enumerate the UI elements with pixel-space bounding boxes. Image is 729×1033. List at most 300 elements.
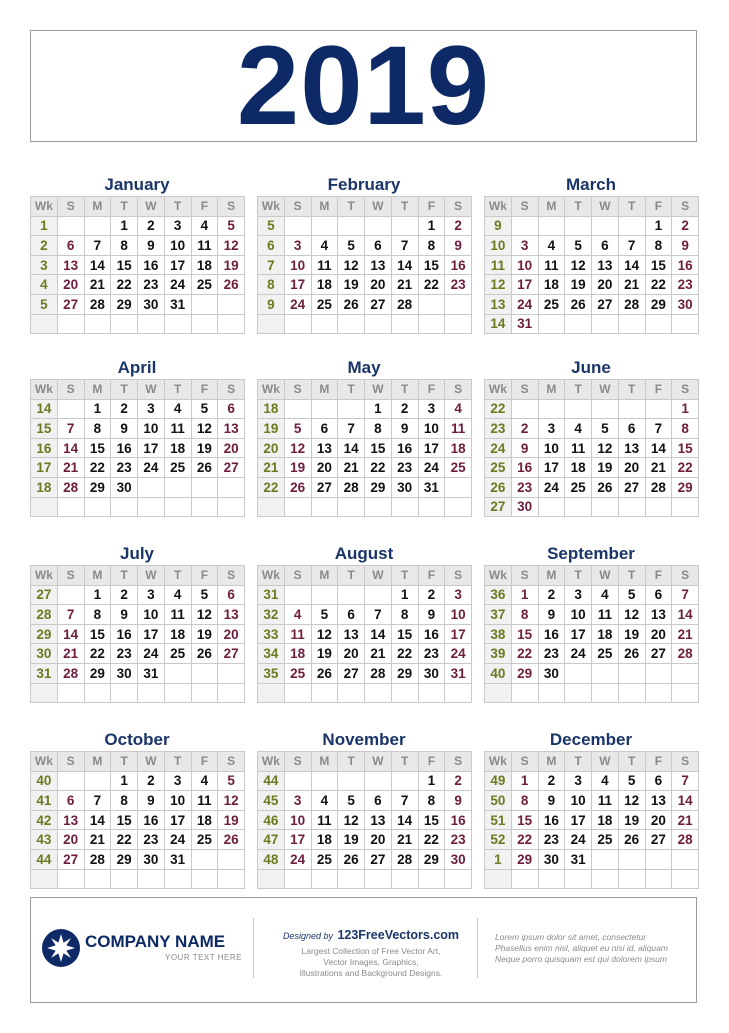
weekday-header: F (645, 752, 672, 772)
day-cell: 18 (592, 810, 619, 830)
day-cell (84, 869, 111, 889)
week-number: 11 (485, 255, 512, 275)
day-cell: 21 (672, 810, 699, 830)
weekday-header: S (672, 197, 699, 217)
day-cell (391, 314, 418, 334)
day-cell: 20 (592, 275, 619, 295)
day-cell: 20 (218, 624, 245, 644)
day-cell (191, 497, 218, 517)
day-cell: 26 (338, 849, 365, 869)
day-cell: 29 (672, 477, 699, 497)
day-cell (84, 683, 111, 703)
day-cell: 13 (57, 810, 84, 830)
day-cell: 13 (645, 791, 672, 811)
day-cell: 11 (191, 236, 218, 256)
weekday-header: T (111, 380, 138, 400)
week-row (258, 830, 472, 850)
week-row (31, 216, 245, 236)
day-cell: 8 (84, 605, 111, 625)
weekday-header-row (258, 380, 472, 400)
week-row (485, 236, 699, 256)
day-cell: 17 (164, 810, 191, 830)
weekday-header: S (672, 566, 699, 586)
day-cell: 18 (191, 810, 218, 830)
day-cell: 22 (365, 458, 392, 478)
day-cell (164, 314, 191, 334)
week-row (258, 849, 472, 869)
day-cell (592, 869, 619, 889)
day-cell (111, 869, 138, 889)
week-number: 19 (258, 419, 285, 439)
weekday-header: W (138, 752, 165, 772)
day-cell: 29 (645, 294, 672, 314)
weekday-header: W (138, 566, 165, 586)
weekday-header: T (111, 197, 138, 217)
day-cell: 24 (418, 458, 445, 478)
day-cell (538, 216, 565, 236)
day-cell: 25 (592, 830, 619, 850)
day-cell: 4 (565, 419, 592, 439)
week-number: 37 (485, 605, 512, 625)
day-cell (284, 771, 311, 791)
day-cell: 26 (338, 294, 365, 314)
day-cell: 2 (445, 216, 472, 236)
day-cell: 5 (311, 605, 338, 625)
day-cell: 9 (538, 605, 565, 625)
week-number: 45 (258, 791, 285, 811)
week-row (485, 849, 699, 869)
weekday-header-row (485, 197, 699, 217)
day-cell: 13 (645, 605, 672, 625)
day-cell (218, 314, 245, 334)
day-cell: 26 (191, 644, 218, 664)
day-cell: 24 (138, 644, 165, 664)
day-cell: 24 (284, 849, 311, 869)
weekday-header: S (445, 752, 472, 772)
description-line: Largest Collection of Free Vector Art, (301, 946, 441, 956)
day-cell (218, 869, 245, 889)
day-cell: 6 (618, 419, 645, 439)
day-cell (672, 497, 699, 517)
day-cell (365, 869, 392, 889)
day-cell: 16 (445, 810, 472, 830)
weekday-header: T (565, 380, 592, 400)
day-cell: 2 (111, 399, 138, 419)
day-cell: 24 (565, 830, 592, 850)
day-cell: 3 (418, 399, 445, 419)
day-cell (618, 683, 645, 703)
weekday-header-row (258, 566, 472, 586)
day-cell: 29 (391, 663, 418, 683)
day-cell: 27 (365, 849, 392, 869)
week-number: 20 (258, 438, 285, 458)
month-title: October (104, 730, 170, 749)
day-cell: 23 (538, 644, 565, 664)
day-cell: 10 (138, 605, 165, 625)
weekday-header: S (284, 752, 311, 772)
day-cell: 2 (445, 771, 472, 791)
month-title: September (547, 544, 635, 563)
week-number: 49 (485, 771, 512, 791)
day-cell (218, 477, 245, 497)
week-number: 18 (31, 477, 58, 497)
day-cell: 20 (57, 275, 84, 295)
weekday-header: S (284, 380, 311, 400)
day-cell (111, 497, 138, 517)
week-number: 14 (485, 314, 512, 334)
day-cell (418, 314, 445, 334)
day-cell: 15 (84, 438, 111, 458)
day-cell: 14 (618, 255, 645, 275)
day-cell: 6 (57, 791, 84, 811)
day-cell (84, 771, 111, 791)
day-cell: 24 (284, 294, 311, 314)
day-cell (565, 216, 592, 236)
week-number: 47 (258, 830, 285, 850)
week-row (258, 869, 472, 889)
day-cell: 24 (511, 294, 538, 314)
day-cell: 3 (565, 771, 592, 791)
week-row (31, 683, 245, 703)
day-cell: 25 (164, 644, 191, 664)
day-cell: 4 (191, 216, 218, 236)
week-number: 3 (31, 255, 58, 275)
week-row (258, 399, 472, 419)
week-row (485, 585, 699, 605)
weekday-header: F (418, 197, 445, 217)
day-cell (445, 477, 472, 497)
weekday-header: T (338, 380, 365, 400)
weekday-header: W (138, 380, 165, 400)
day-cell: 27 (218, 458, 245, 478)
day-cell (338, 683, 365, 703)
day-cell: 12 (618, 605, 645, 625)
week-number: 25 (485, 458, 512, 478)
week-row (485, 605, 699, 625)
day-cell: 18 (592, 624, 619, 644)
weekday-header: T (391, 752, 418, 772)
weekday-header: S (445, 566, 472, 586)
week-row (31, 477, 245, 497)
day-cell: 15 (111, 810, 138, 830)
week-number (31, 869, 58, 889)
description-line: Illustrations and Background Designs. (299, 968, 443, 978)
day-cell: 3 (445, 585, 472, 605)
day-cell: 15 (111, 255, 138, 275)
weekday-header: S (57, 380, 84, 400)
day-cell: 16 (138, 810, 165, 830)
day-cell: 13 (618, 438, 645, 458)
day-cell: 23 (138, 275, 165, 295)
day-cell: 8 (672, 419, 699, 439)
day-cell (592, 216, 619, 236)
weekday-header: M (538, 380, 565, 400)
day-cell: 9 (418, 605, 445, 625)
day-cell: 19 (618, 624, 645, 644)
week-number: 35 (258, 663, 285, 683)
day-cell: 29 (84, 477, 111, 497)
year-title: 2019 (236, 23, 491, 148)
day-cell (191, 869, 218, 889)
week-number (31, 314, 58, 334)
day-cell (57, 585, 84, 605)
day-cell: 24 (138, 458, 165, 478)
weekday-header-row (485, 380, 699, 400)
weekday-header: T (391, 197, 418, 217)
month-august (257, 543, 471, 703)
day-cell: 2 (672, 216, 699, 236)
day-cell: 7 (645, 419, 672, 439)
day-cell (565, 663, 592, 683)
weekday-header-row (31, 380, 245, 400)
week-number: 9 (485, 216, 512, 236)
day-cell: 25 (311, 849, 338, 869)
day-cell: 23 (445, 275, 472, 295)
day-cell: 8 (111, 791, 138, 811)
day-cell: 1 (511, 771, 538, 791)
day-cell (565, 399, 592, 419)
weekday-header: F (645, 197, 672, 217)
day-cell: 2 (138, 216, 165, 236)
weekday-header: T (164, 380, 191, 400)
day-cell (391, 497, 418, 517)
day-cell (618, 869, 645, 889)
day-cell (538, 314, 565, 334)
weekday-header: W (365, 380, 392, 400)
week-number: 15 (31, 419, 58, 439)
day-cell: 4 (538, 236, 565, 256)
week-number: 38 (485, 624, 512, 644)
day-cell: 23 (111, 644, 138, 664)
day-cell: 21 (338, 458, 365, 478)
day-cell (618, 663, 645, 683)
day-cell: 25 (538, 294, 565, 314)
day-cell: 29 (111, 849, 138, 869)
day-cell: 18 (538, 275, 565, 295)
week-row (258, 624, 472, 644)
weekday-header-row (258, 197, 472, 217)
weekday-header: M (311, 566, 338, 586)
day-cell: 1 (511, 585, 538, 605)
day-cell: 5 (618, 585, 645, 605)
week-number: 50 (485, 791, 512, 811)
day-cell: 4 (311, 236, 338, 256)
day-cell: 27 (618, 477, 645, 497)
day-cell: 13 (338, 624, 365, 644)
day-cell: 22 (111, 275, 138, 295)
day-cell: 21 (672, 624, 699, 644)
week-row (485, 497, 699, 517)
week-number: 51 (485, 810, 512, 830)
day-cell: 28 (57, 663, 84, 683)
weekday-header: M (84, 752, 111, 772)
day-cell: 26 (618, 644, 645, 664)
week-number-header: Wk (31, 197, 58, 217)
day-cell: 5 (191, 399, 218, 419)
day-cell: 10 (164, 236, 191, 256)
day-cell: 14 (57, 624, 84, 644)
day-cell: 8 (418, 791, 445, 811)
week-number: 44 (258, 771, 285, 791)
day-cell: 18 (311, 275, 338, 295)
footer (30, 897, 697, 1003)
weekday-header: T (391, 380, 418, 400)
day-cell (338, 771, 365, 791)
day-cell (57, 399, 84, 419)
week-number: 21 (258, 458, 285, 478)
month-december (484, 729, 698, 889)
day-cell: 22 (511, 830, 538, 850)
description-line: Vector Images, Graphics, (323, 957, 419, 967)
day-cell: 22 (84, 644, 111, 664)
day-cell: 15 (365, 438, 392, 458)
day-cell (365, 683, 392, 703)
day-cell: 18 (284, 644, 311, 664)
week-row (258, 294, 472, 314)
week-number: 36 (485, 585, 512, 605)
week-row (31, 438, 245, 458)
day-cell: 3 (138, 399, 165, 419)
day-cell: 7 (84, 791, 111, 811)
day-cell: 9 (445, 791, 472, 811)
day-cell: 31 (511, 314, 538, 334)
day-cell (538, 497, 565, 517)
month-table (484, 751, 699, 889)
day-cell: 14 (672, 605, 699, 625)
day-cell: 16 (138, 255, 165, 275)
day-cell: 31 (445, 663, 472, 683)
day-cell: 25 (191, 830, 218, 850)
day-cell: 22 (672, 458, 699, 478)
weekday-header: F (418, 566, 445, 586)
week-number: 48 (258, 849, 285, 869)
weekday-header: F (418, 752, 445, 772)
week-row (485, 624, 699, 644)
day-cell: 20 (365, 275, 392, 295)
day-cell: 12 (218, 791, 245, 811)
day-cell: 17 (565, 624, 592, 644)
weekday-header: W (592, 380, 619, 400)
month-table (257, 196, 472, 334)
day-cell: 11 (164, 605, 191, 625)
week-number-header: Wk (31, 380, 58, 400)
week-row (258, 419, 472, 439)
weekday-header: F (645, 380, 672, 400)
week-row (258, 314, 472, 334)
week-row (485, 771, 699, 791)
week-number: 43 (31, 830, 58, 850)
week-number: 24 (485, 438, 512, 458)
day-cell: 25 (592, 644, 619, 664)
day-cell: 19 (311, 644, 338, 664)
day-cell: 26 (284, 477, 311, 497)
day-cell: 21 (84, 830, 111, 850)
week-row (31, 663, 245, 683)
day-cell (111, 683, 138, 703)
day-cell (538, 399, 565, 419)
day-cell: 22 (645, 275, 672, 295)
week-number: 31 (31, 663, 58, 683)
day-cell: 29 (418, 849, 445, 869)
day-cell: 12 (565, 255, 592, 275)
day-cell (284, 869, 311, 889)
day-cell: 2 (538, 585, 565, 605)
day-cell (338, 585, 365, 605)
designer-description (267, 946, 475, 979)
weekday-header: T (111, 752, 138, 772)
day-cell (284, 314, 311, 334)
day-cell (418, 869, 445, 889)
lorem-line: Lorem ipsum dolor sit amet, consectetur (495, 932, 647, 942)
day-cell: 27 (218, 644, 245, 664)
day-cell: 10 (538, 438, 565, 458)
day-cell (284, 683, 311, 703)
week-row (31, 294, 245, 314)
day-cell: 16 (538, 624, 565, 644)
year-banner (30, 23, 697, 148)
day-cell (592, 314, 619, 334)
weekday-header: S (672, 380, 699, 400)
week-number (31, 683, 58, 703)
weekday-header: S (57, 752, 84, 772)
day-cell: 18 (191, 255, 218, 275)
designer-site-link[interactable]: 123FreeVectors.com (337, 928, 460, 942)
day-cell: 11 (164, 419, 191, 439)
week-number (485, 683, 512, 703)
day-cell (592, 663, 619, 683)
month-title: November (322, 730, 406, 749)
day-cell (84, 216, 111, 236)
week-row (485, 644, 699, 664)
week-number: 26 (485, 477, 512, 497)
day-cell: 26 (618, 830, 645, 850)
day-cell: 6 (365, 791, 392, 811)
day-cell: 16 (511, 458, 538, 478)
weekday-header: S (284, 197, 311, 217)
day-cell: 4 (191, 771, 218, 791)
day-cell: 20 (365, 830, 392, 850)
day-cell: 3 (138, 585, 165, 605)
day-cell: 19 (565, 275, 592, 295)
week-number (485, 869, 512, 889)
day-cell: 28 (645, 477, 672, 497)
day-cell: 14 (672, 791, 699, 811)
day-cell: 18 (311, 830, 338, 850)
day-cell: 19 (218, 810, 245, 830)
day-cell: 1 (418, 771, 445, 791)
day-cell: 10 (138, 419, 165, 439)
day-cell: 9 (391, 419, 418, 439)
day-cell: 11 (592, 605, 619, 625)
day-cell: 11 (311, 255, 338, 275)
day-cell: 17 (138, 624, 165, 644)
week-number: 31 (258, 585, 285, 605)
day-cell: 11 (191, 791, 218, 811)
day-cell: 9 (111, 419, 138, 439)
day-cell: 12 (338, 810, 365, 830)
day-cell: 5 (191, 585, 218, 605)
day-cell: 3 (284, 791, 311, 811)
day-cell: 8 (365, 419, 392, 439)
day-cell: 27 (365, 294, 392, 314)
week-number: 44 (31, 849, 58, 869)
week-row (258, 605, 472, 625)
week-number: 42 (31, 810, 58, 830)
day-cell: 24 (445, 644, 472, 664)
day-cell (365, 771, 392, 791)
day-cell: 30 (538, 663, 565, 683)
day-cell (338, 399, 365, 419)
